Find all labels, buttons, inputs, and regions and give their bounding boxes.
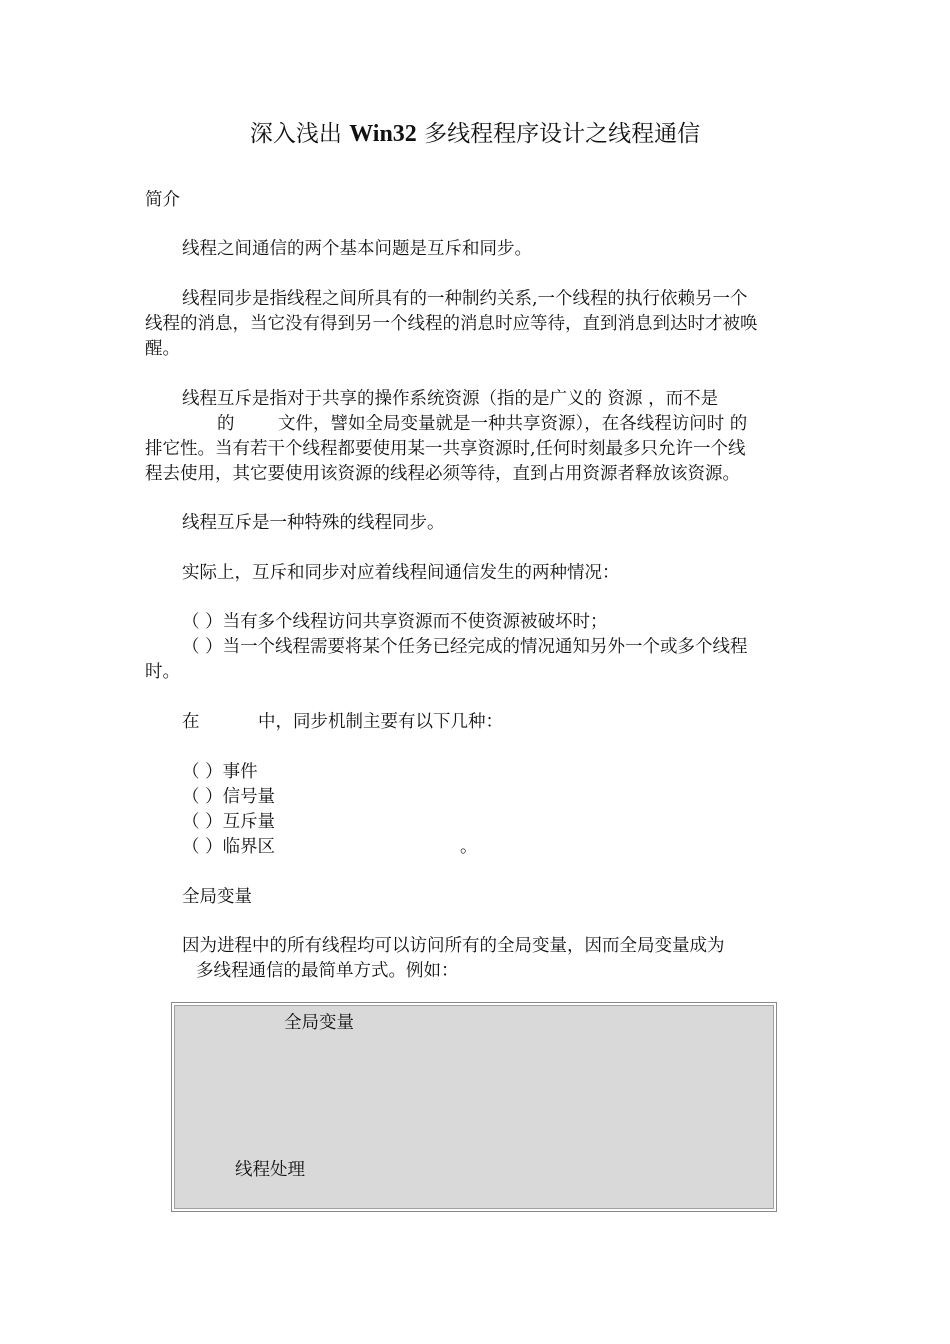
paragraph-mechanisms-a: 在 [182, 712, 200, 732]
paragraph-mechanisms-b: 中，同步机制主要有以下几种： [258, 712, 503, 732]
section-heading-global-variables: 全局变量 [182, 887, 252, 907]
code-example-box [171, 1002, 777, 1212]
paragraph-sync-line2: 线程的消息，当它没有得到另一个线程的消息时应等待，直到消息到达时才被唤 [145, 314, 758, 334]
paragraph-basic-problems: 线程之间通信的两个基本问题是互斥和同步。 [182, 239, 532, 259]
title-bold-win32: Win32 [349, 121, 417, 147]
paragraph-mutex-special: 线程互斥是一种特殊的线程同步。 [182, 513, 445, 533]
list-item-semaphore: （ ）信号量 [182, 787, 276, 807]
paragraph-sync-line3: 醒。 [145, 339, 180, 359]
list-item-case-2-line1: （ ）当一个线程需要将某个任务已经完成的情况通知另外一个或多个线程 [182, 637, 748, 657]
code-comment-thread-handler: 线程处理 [235, 1160, 305, 1180]
paragraph-mutex-line2b: 文件，譬如全局变量就是一种共享资源），在各线程访问时 的 [278, 414, 748, 434]
list-item-event: （ ）事件 [182, 762, 258, 782]
paragraph-global-line2: 多线程通信的最简单方式。例如： [196, 961, 459, 981]
paragraph-global-line1: 因为进程中的所有线程均可以访问所有的全局变量，因而全局变量成为 [182, 936, 725, 956]
code-comment-global-variable: 全局变量 [284, 1013, 354, 1033]
paragraph-mutex-line1: 线程互斥是指对于共享的操作系统资源（指的是广义的 资源 ，而不是 [182, 389, 719, 409]
section-heading-intro: 简介 [145, 190, 180, 210]
list-item-case-1: （ ）当有多个线程访问共享资源而不使资源被破坏时； [182, 612, 608, 632]
list-item-critical-section-period: 。 [460, 837, 478, 857]
list-item-critical-section: （ ）临界区 [182, 837, 276, 857]
paragraph-mutex-line2a: 的 [217, 414, 235, 434]
paragraph-mutex-line3: 排它性。当有若干个线程都要使用某一共享资源时,任何时刻最多只允许一个线 [145, 439, 746, 459]
document-title: 深入浅出 Win32 多线程程序设计之线程通信 [249, 121, 701, 147]
paragraph-mutex-line4: 程去使用，其它要使用该资源的线程必须等待，直到占用资源者释放该资源。 [145, 464, 740, 484]
list-item-case-2-line2: 时。 [145, 662, 180, 682]
list-item-mutex: （ ）互斥量 [182, 812, 276, 832]
paragraph-sync-line1: 线程同步是指线程之间所具有的一种制约关系,一个线程的执行依赖另一个 [182, 289, 748, 309]
paragraph-two-cases: 实际上，互斥和同步对应着线程间通信发生的两种情况： [182, 563, 620, 583]
